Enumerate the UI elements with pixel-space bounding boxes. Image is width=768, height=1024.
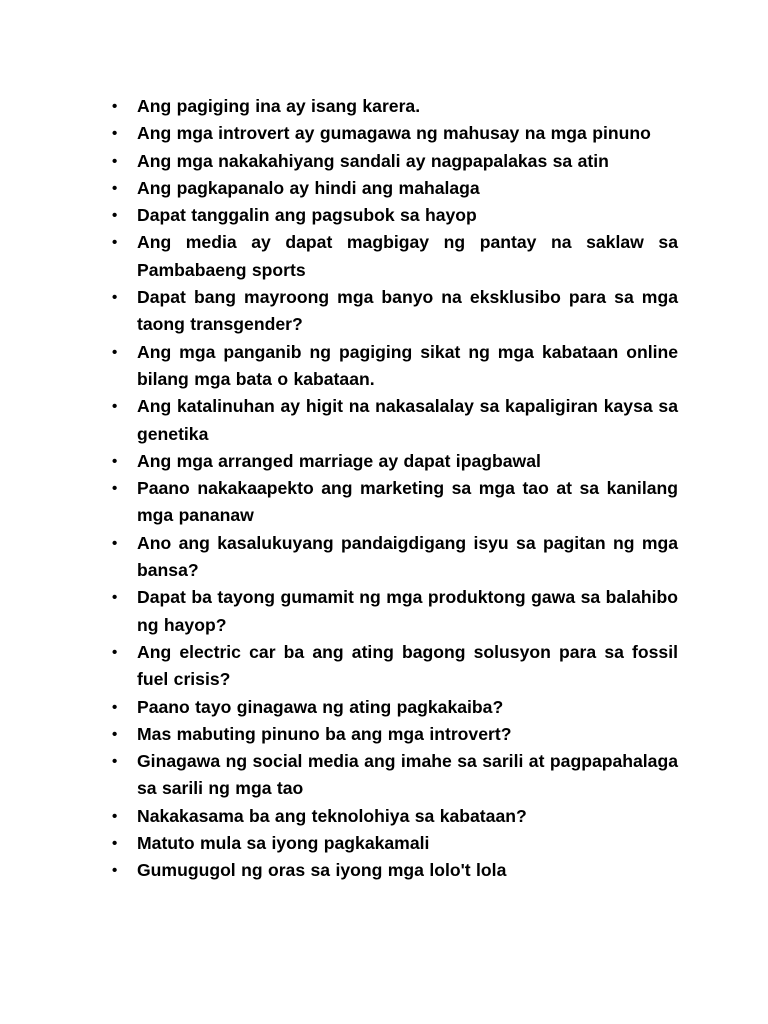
bullet-icon: • (112, 862, 118, 880)
list-item (108, 148, 678, 175)
bullet-icon: • (112, 398, 118, 416)
list-item (108, 202, 678, 229)
bullet-icon: • (112, 179, 118, 197)
list-item (108, 584, 678, 639)
list-item-text: Dapat bang mayroong mga banyo na eksklusibo para sa mga taong transgender? (137, 287, 678, 335)
topic-bullet-list (108, 93, 678, 885)
list-item-text: Ang electric car ba ang ating bagong solusyon para sa fossil fuel crisis? (137, 641, 678, 690)
list-item (108, 530, 678, 585)
list-item (108, 393, 678, 448)
list-item (108, 120, 678, 147)
bullet-icon: • (112, 289, 118, 307)
bullet-icon: • (112, 125, 118, 143)
list-item (108, 448, 678, 475)
list-item (108, 748, 678, 803)
list-item-text: Ginagawa ng social media ang imahe sa sarili at pagpapahalaga sa sarili ng mga tao (137, 751, 678, 799)
list-item (108, 284, 678, 339)
list-item (108, 93, 678, 120)
list-item-text: Ang mga panganib ng pagiging sikat ng mga kabataan online bilang mga bata o kabataan. (137, 341, 678, 389)
list-item-text: Mas mabuting pinuno ba ang mga introvert? (137, 723, 512, 744)
list-item-text: Paano tayo ginagawa ng ating pagkakaiba? (137, 696, 504, 717)
bullet-icon: • (112, 835, 118, 853)
list-item (108, 830, 678, 857)
list-item-text: Ang mga arranged marriage ay dapat ipagbawal (137, 450, 541, 471)
bullet-icon: • (112, 343, 118, 361)
list-item (108, 721, 678, 748)
bullet-icon: • (112, 589, 118, 607)
list-item (108, 694, 678, 721)
list-item-text: Ang pagiging ina ay isang karera. (137, 96, 421, 116)
list-item (108, 175, 678, 202)
list-item-text: Paano nakakaapekto ang marketing sa mga tao at sa kanilang mga pananaw (137, 478, 678, 526)
list-item-text: Matuto mula sa iyong pagkakamali (137, 833, 430, 854)
list-item-text: Ang katalinuhan ay higit na nakasalalay sa kapaligiran kaysa sa genetika (137, 396, 678, 444)
bullet-icon: • (112, 698, 118, 716)
list-item (108, 639, 678, 694)
list-item (108, 339, 678, 394)
bullet-icon: • (112, 725, 118, 743)
list-item (108, 803, 678, 830)
bullet-icon: • (112, 152, 118, 170)
bullet-icon: • (112, 452, 118, 470)
list-item (108, 857, 678, 884)
list-item-text: Ang mga nakakahiyang sandali ay nagpapalakas sa atin (137, 150, 609, 171)
bullet-icon: • (112, 753, 118, 771)
list-item-text: Ano ang kasalukuyang pandaigdigang isyu sa pagitan ng mga bansa? (137, 532, 678, 581)
list-item-text: Ang mga introvert ay gumagawa ng mahusay na mga pinuno (137, 123, 651, 144)
list-item-text: Dapat tanggalin ang pagsubok sa hayop (137, 205, 477, 226)
list-item-text: Gumugugol ng oras sa iyong mga lolo't lola (137, 860, 507, 881)
list-item-text: Ang media ay dapat magbigay ng pantay na saklaw sa Pambabaeng sports (137, 232, 678, 280)
bullet-icon: • (112, 98, 118, 115)
list-item-text: Nakakasama ba ang teknolohiya sa kabataan? (137, 805, 527, 826)
bullet-icon: • (112, 207, 118, 225)
bullet-icon: • (112, 480, 118, 498)
list-item-text: Dapat ba tayong gumamit ng mga produktong gawa sa balahibo ng hayop? (137, 587, 678, 635)
bullet-icon: • (112, 534, 118, 552)
list-item (108, 475, 678, 530)
list-item (108, 229, 678, 284)
list-item-text: Ang pagkapanalo ay hindi ang mahalaga (137, 177, 480, 198)
bullet-icon: • (112, 807, 118, 825)
bullet-icon: • (112, 234, 118, 252)
bullet-icon: • (112, 643, 118, 661)
